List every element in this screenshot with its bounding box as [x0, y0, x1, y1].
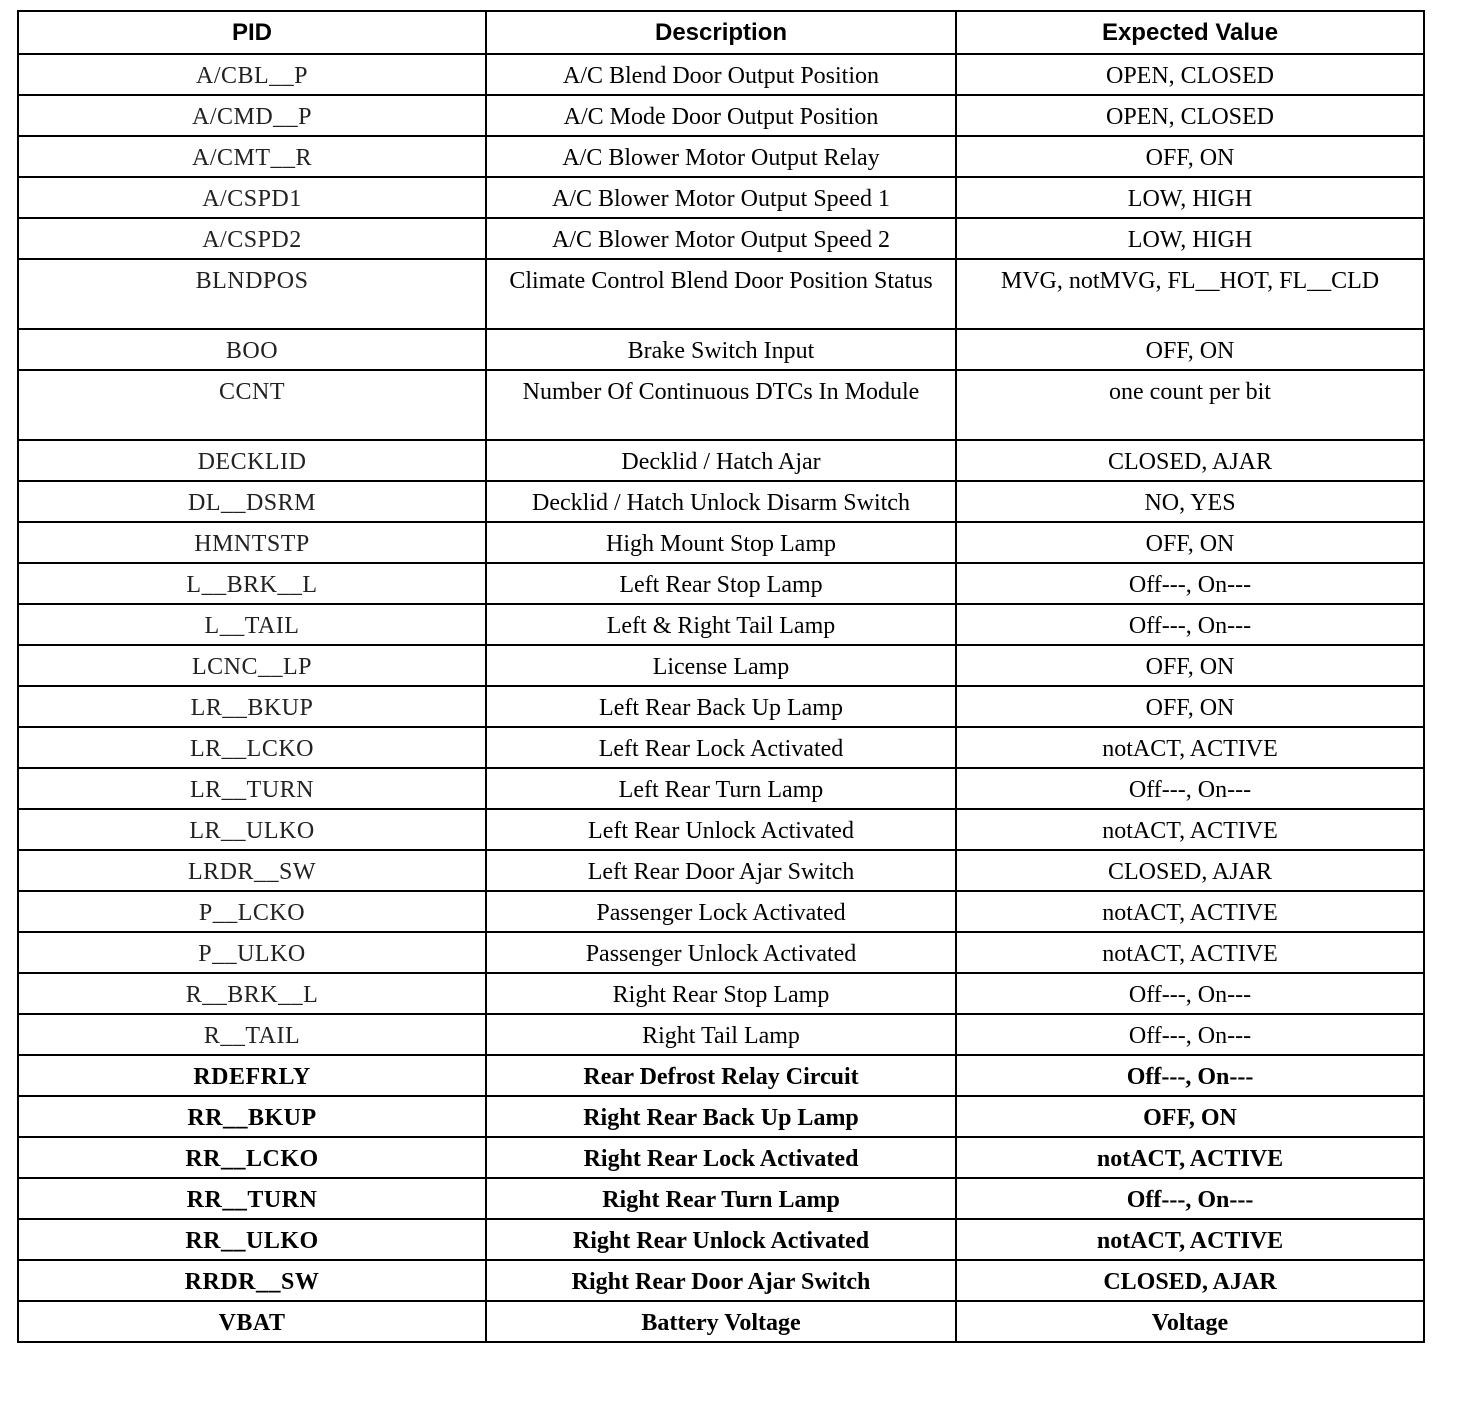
expected-value-cell: NO, YES [956, 481, 1424, 522]
table-row [18, 891, 1424, 932]
expected-value-cell: notACT, ACTIVE [956, 727, 1424, 768]
table-row [18, 440, 1424, 481]
pid-cell: CCNT [18, 370, 486, 440]
description-cell: Passenger Lock Activated [486, 891, 956, 932]
description-cell: Right Tail Lamp [486, 1014, 956, 1055]
description-cell: Left Rear Door Ajar Switch [486, 850, 956, 891]
table-row [18, 1219, 1424, 1260]
pid-cell: P__LCKO [18, 891, 486, 932]
pid-cell: RRDR__SW [18, 1260, 486, 1301]
table-row [18, 645, 1424, 686]
expected-value-cell: OFF, ON [956, 329, 1424, 370]
expected-value-cell: Off---, On--- [956, 973, 1424, 1014]
expected-value-cell: OPEN, CLOSED [956, 54, 1424, 95]
table-row [18, 1301, 1424, 1342]
table-row [18, 1014, 1424, 1055]
pid-cell: RR__BKUP [18, 1096, 486, 1137]
pid-cell: A/CSPD1 [18, 177, 486, 218]
pid-cell: BLNDPOS [18, 259, 486, 329]
pid-cell: P__ULKO [18, 932, 486, 973]
pid-cell: A/CMT__R [18, 136, 486, 177]
expected-value-cell: Off---, On--- [956, 1014, 1424, 1055]
table-row [18, 1137, 1424, 1178]
table-body [18, 54, 1424, 1342]
pid-cell: RDEFRLY [18, 1055, 486, 1096]
expected-value-cell: CLOSED, AJAR [956, 1260, 1424, 1301]
table-row [18, 686, 1424, 727]
table-row [18, 218, 1424, 259]
expected-value-cell: MVG, notMVG, FL__HOT, FL__CLD [956, 259, 1424, 329]
table-row [18, 1178, 1424, 1219]
table-row [18, 95, 1424, 136]
table-row [18, 727, 1424, 768]
expected-value-cell: Off---, On--- [956, 563, 1424, 604]
table-row [18, 809, 1424, 850]
pid-cell: LRDR__SW [18, 850, 486, 891]
column-header-expected-value: Expected Value [956, 11, 1424, 54]
description-cell: Right Rear Unlock Activated [486, 1219, 956, 1260]
description-cell: Left Rear Stop Lamp [486, 563, 956, 604]
description-cell: A/C Blend Door Output Position [486, 54, 956, 95]
expected-value-cell: OFF, ON [956, 686, 1424, 727]
description-cell: Right Rear Stop Lamp [486, 973, 956, 1014]
description-cell: Passenger Unlock Activated [486, 932, 956, 973]
description-cell: Left Rear Back Up Lamp [486, 686, 956, 727]
description-cell: Right Rear Lock Activated [486, 1137, 956, 1178]
description-cell: Climate Control Blend Door Position Status [486, 259, 956, 329]
expected-value-cell: Off---, On--- [956, 1055, 1424, 1096]
description-cell: Right Rear Door Ajar Switch [486, 1260, 956, 1301]
pid-cell: LR__ULKO [18, 809, 486, 850]
table-row [18, 850, 1424, 891]
pid-cell: A/CMD__P [18, 95, 486, 136]
pid-cell: L__TAIL [18, 604, 486, 645]
pid-cell: DECKLID [18, 440, 486, 481]
table-row [18, 522, 1424, 563]
pid-cell: A/CBL__P [18, 54, 486, 95]
table-row [18, 1260, 1424, 1301]
description-cell: A/C Blower Motor Output Speed 1 [486, 177, 956, 218]
pid-cell: R__BRK__L [18, 973, 486, 1014]
column-header-description: Description [486, 11, 956, 54]
table-row [18, 329, 1424, 370]
pid-cell: LR__TURN [18, 768, 486, 809]
description-cell: Left Rear Turn Lamp [486, 768, 956, 809]
pid-cell: L__BRK__L [18, 563, 486, 604]
expected-value-cell: notACT, ACTIVE [956, 1137, 1424, 1178]
expected-value-cell: LOW, HIGH [956, 218, 1424, 259]
table-row [18, 563, 1424, 604]
pid-cell: RR__TURN [18, 1178, 486, 1219]
table-header-row [18, 11, 1424, 54]
expected-value-cell: OFF, ON [956, 136, 1424, 177]
pid-cell: A/CSPD2 [18, 218, 486, 259]
table-row [18, 604, 1424, 645]
table-row [18, 973, 1424, 1014]
description-cell: Left Rear Unlock Activated [486, 809, 956, 850]
table-row [18, 370, 1424, 440]
expected-value-cell: OFF, ON [956, 645, 1424, 686]
description-cell: A/C Blower Motor Output Speed 2 [486, 218, 956, 259]
table-row [18, 259, 1424, 329]
expected-value-cell: Off---, On--- [956, 604, 1424, 645]
pid-cell: RR__ULKO [18, 1219, 486, 1260]
expected-value-cell: Off---, On--- [956, 1178, 1424, 1219]
description-cell: Right Rear Turn Lamp [486, 1178, 956, 1219]
pid-cell: VBAT [18, 1301, 486, 1342]
expected-value-cell: notACT, ACTIVE [956, 809, 1424, 850]
pid-cell: LCNC__LP [18, 645, 486, 686]
pid-cell: RR__LCKO [18, 1137, 486, 1178]
description-cell: A/C Blower Motor Output Relay [486, 136, 956, 177]
table-row [18, 1096, 1424, 1137]
description-cell: Battery Voltage [486, 1301, 956, 1342]
table-row [18, 177, 1424, 218]
description-cell: Decklid / Hatch Unlock Disarm Switch [486, 481, 956, 522]
table-row [18, 768, 1424, 809]
pid-cell: LR__LCKO [18, 727, 486, 768]
description-cell: High Mount Stop Lamp [486, 522, 956, 563]
description-cell: License Lamp [486, 645, 956, 686]
expected-value-cell: notACT, ACTIVE [956, 932, 1424, 973]
table-row [18, 932, 1424, 973]
pid-cell: DL__DSRM [18, 481, 486, 522]
expected-value-cell: LOW, HIGH [956, 177, 1424, 218]
description-cell: Left & Right Tail Lamp [486, 604, 956, 645]
pid-table [17, 10, 1425, 1343]
expected-value-cell: Voltage [956, 1301, 1424, 1342]
expected-value-cell: OFF, ON [956, 1096, 1424, 1137]
description-cell: Decklid / Hatch Ajar [486, 440, 956, 481]
table-row [18, 1055, 1424, 1096]
description-cell: Number Of Continuous DTCs In Module [486, 370, 956, 440]
pid-cell: BOO [18, 329, 486, 370]
expected-value-cell: OPEN, CLOSED [956, 95, 1424, 136]
table-row [18, 481, 1424, 522]
table-row [18, 136, 1424, 177]
description-cell: Rear Defrost Relay Circuit [486, 1055, 956, 1096]
description-cell: Right Rear Back Up Lamp [486, 1096, 956, 1137]
expected-value-cell: notACT, ACTIVE [956, 1219, 1424, 1260]
expected-value-cell: OFF, ON [956, 522, 1424, 563]
description-cell: Brake Switch Input [486, 329, 956, 370]
description-cell: A/C Mode Door Output Position [486, 95, 956, 136]
pid-cell: R__TAIL [18, 1014, 486, 1055]
description-cell: Left Rear Lock Activated [486, 727, 956, 768]
pid-cell: LR__BKUP [18, 686, 486, 727]
expected-value-cell: CLOSED, AJAR [956, 440, 1424, 481]
expected-value-cell: one count per bit [956, 370, 1424, 440]
pid-cell: HMNTSTP [18, 522, 486, 563]
expected-value-cell: notACT, ACTIVE [956, 891, 1424, 932]
table-row [18, 54, 1424, 95]
expected-value-cell: Off---, On--- [956, 768, 1424, 809]
expected-value-cell: CLOSED, AJAR [956, 850, 1424, 891]
column-header-pid: PID [18, 11, 486, 54]
